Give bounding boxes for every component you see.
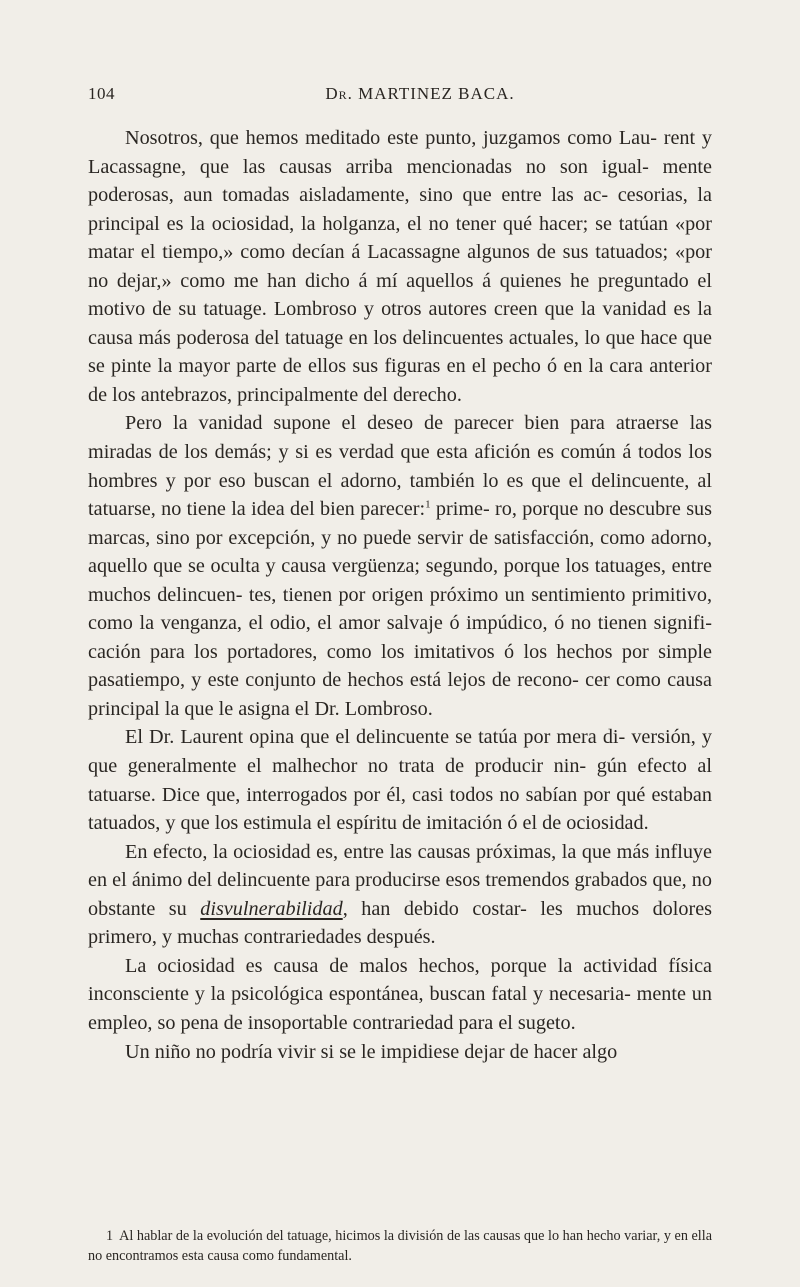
page-number: 104	[88, 84, 115, 103]
paragraph: Nosotros, que hemos meditado este punto, juzgamos como Lau- rent y Lacassagne, que las causas arriba mencionadas no son igual- mente poderosas, aun tomadas aisladamente, sino que entre las ac- cesorias, la principal es la ociosidad, la holganza, el no tener qué hacer; se tatúan «por matar el tiempo,» como decían á Lacassagne algunos de sus tatuados; «por no dejar,» como me han dicho á mí aquellos á quienes he preguntado el motivo de su tatuage. Lombroso y otros autores creen que la vanidad es la causa más poderosa del tatuage en los delincuentes actuales, lo que hace que se pinte la mayor parte de ellos sus figuras en el pecho ó en la cara anterior de los antebrazos, principalmente del derecho.	[88, 127, 712, 406]
paragraph: El Dr. Laurent opina que el delincuente se tatúa por mera di- versión, y que generalmente el malhechor no trata de producir nin- gún efecto al tatuarse. Dice que, interrogados por él, casi todos no sabían por qué estaban tatuados, y que los estimula el espíritu de imitación ó el de ociosidad.	[88, 726, 712, 835]
paragraph: La ociosidad es causa de malos hechos, porque la actividad física inconsciente y la psicológica espontánea, buscan fatal y necesaria- mente un empleo, so pena de insoportable contrariedad para el sugeto.	[88, 954, 712, 1034]
paragraph	[88, 838, 712, 952]
paragraph-text: En efecto, la ociosidad es, entre las causas próximas, la que más influye en el ánimo del delincuente para producirse esos tremendos grabados que, no obstante su	[88, 840, 712, 920]
italic-term: disvulnerabilidad	[200, 897, 343, 920]
footnote	[88, 1226, 712, 1266]
footnotes	[88, 1226, 712, 1266]
page-header	[88, 84, 712, 108]
paragraph-text: prime- ro, porque no descubre sus marcas, sino por excepción, y no puede servir de satisfacción, como adorno, aquello que se oculta y causa vergüenza; segundo, porque los tatuages, entre muchos delincuen- tes, tienen por origen próximo un sentimiento primitivo, como la venganza, el odio, el amor salvaje ó impúdico, ó no tienen signifi- cación para los portadores, como los imitativos ó los hechos por simple pasatiempo, y este conjunto de hechos está lejos de recono- cer como causa principal la que le asigna el Dr. Lombroso.	[88, 498, 712, 720]
running-title: Dr. MARTINEZ BACA.	[325, 84, 515, 103]
paragraph	[88, 409, 712, 723]
footnote-number: 1	[106, 1228, 114, 1244]
paragraph: Un niño no podría vivir si se le impidiese dejar de hacer algo	[125, 1040, 618, 1063]
footnote-reference: 1	[425, 498, 431, 511]
body-text	[88, 124, 712, 1066]
footnote-text: Al hablar de la evolución del tatuage, hicimos la división de las causas que lo han hecho variar, y en ella no encontramos esta causa como fundamental.	[88, 1228, 712, 1264]
paragraph-text: , han debido costar- les muchos dolores primero, y muchas contrariedades después.	[88, 897, 713, 949]
paragraph-text: Pero la vanidad supone el deseo de parecer bien para atraerse las miradas de los demás; y si es verdad que esta afición es común á todos los hombres y por eso buscan el adorno, también lo es que el delincuente, al tatuarse, no tiene la idea del bien parecer:	[88, 412, 712, 521]
